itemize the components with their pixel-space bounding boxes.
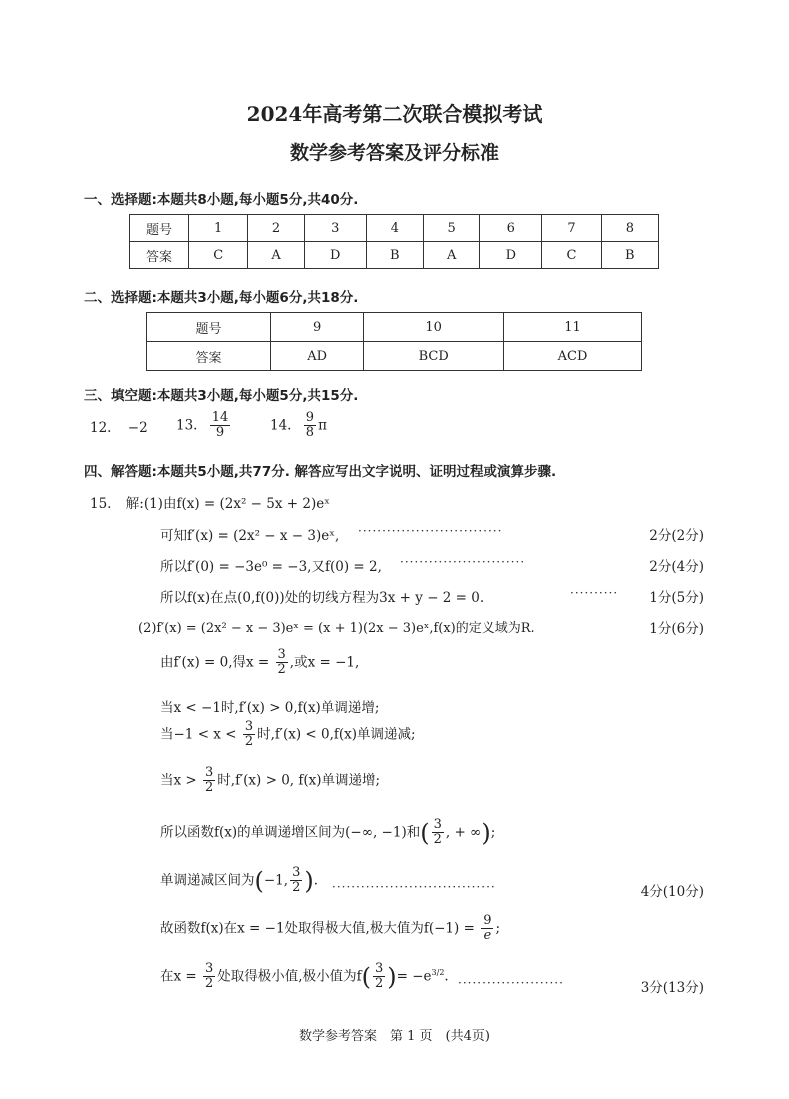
table-cell: 1 [189,215,248,242]
leader-dots: ·········· [570,586,619,600]
score: 1分(6分) [649,621,704,637]
exam-subtitle: 数学参考答案及评分标准 [289,142,499,164]
line-text: 当x > [160,772,197,789]
denominator: 2 [205,976,214,992]
table-cell: 11 [504,313,642,342]
q14-answer-fraction [304,411,316,441]
fill-in-answers [90,420,148,436]
table-cell: 5 [423,215,479,242]
q12-number: 12. [90,420,112,436]
numerator: 9 [483,913,492,928]
table-cell: A [248,242,304,269]
solution-line: (2)f′(x) = (2x² − x − 3)eˣ = (x + 1)(2x − 3)eˣ,f(x)的定义域为R. [138,621,535,636]
exam-title: 2024年高考第二次联合模拟考试 [246,102,543,126]
q15-start [90,492,330,512]
fraction-three-halves [432,818,444,848]
denominator: 9 [215,425,225,441]
table-cell: BCD [364,342,504,371]
section1-header: 一、选择题:本题共8小题,每小题5分,共40分. [84,192,359,208]
row-label-question: 题号 [147,313,271,342]
table-cell: A [423,242,479,269]
denominator: 2 [433,832,442,848]
score: 3分(13分) [640,980,704,996]
q13-answer-fraction [210,411,231,441]
line-text: 单调递减区间为 [160,872,255,889]
score: 4分(10分) [640,884,704,900]
line-text: , + ∞ [445,824,482,841]
line-text: ,或x = −1, [289,654,360,671]
table-cell: D [480,242,542,269]
line-text: 所以函数f(x)的单调递增区间为(−∞, −1)和 [160,824,421,841]
q12-answer: −2 [127,420,148,436]
numerator: 3 [277,647,286,662]
row-label-answer: 答案 [147,342,271,371]
table-cell: 4 [366,215,423,242]
q13 [176,411,232,441]
table-cell: 10 [364,313,504,342]
line-text: 时,f′(x) > 0, f(x)单调递增; [217,772,381,789]
q14-number: 14. [270,417,292,434]
table-cell: C [542,242,601,269]
denominator: e [483,928,492,944]
table-row [130,215,659,242]
table-row [147,342,642,371]
line-text: 时,f′(x) < 0,f(x)单调递减; [257,726,416,743]
table-cell: 8 [601,215,658,242]
numerator: 3 [244,719,254,734]
numerator: 3 [433,817,442,832]
numerator: 3 [205,961,214,976]
section1-answer-table [129,214,659,269]
fraction-three-halves [276,648,288,678]
table-cell: 2 [248,215,304,242]
solution-line: 所以f(x)在点(0,f(0))处的切线方程为3x + y − 2 = 0. [160,590,485,606]
solution-line: 在x = $\frac{3}{2}$ 处取得极小值,极小值为f( $\frac{3}{2}$ )= $-e^{3/2}$. [160,961,449,992]
fraction-three-halves [203,766,215,796]
table-cell: 7 [542,215,601,242]
paren: ) [387,962,397,991]
score: 2分(4分) [649,559,704,575]
paren: ( [361,962,371,991]
solution-line: 所以f′(0) = −3e⁰ = −3,又f(0) = 2, [160,559,382,575]
leader-dots: ······························ [358,524,503,538]
solution-line [160,648,359,678]
section3-header: 三、填空题:本题共3小题,每小题5分,共15分. [84,388,359,404]
solution-line [160,720,416,750]
section4-header: 四、解答题:本题共5小题,共77分. 解答应写出文字说明、证明过程或演算步骤. [84,464,557,480]
solution-line: 可知f′(x) = (2x² − x − 3)eˣ, [160,528,340,544]
table-cell: 3 [304,215,366,242]
table-cell: D [304,242,366,269]
table-cell: AD [271,342,364,371]
table-row [147,313,642,342]
table-cell: C [189,242,248,269]
leader-dots: ·································· [332,880,496,894]
exponent: 3/2 [431,967,445,977]
q15-number: 15. [90,496,112,512]
section2-header: 二、选择题:本题共3小题,每小题6分,共18分. [84,290,359,306]
solution-line: 所以函数f(x)的单调递增区间为(−∞, −1)和( $\frac{3}{2}$ , + ∞); [160,817,496,848]
page-footer: 数学参考答案 第 1 页 (共4页) [299,1029,490,1044]
numerator: 3 [205,765,214,780]
pi-symbol: π [318,417,327,434]
solution-line [160,766,380,796]
numerator: 3 [374,961,384,976]
row-label-question: 题号 [130,215,189,242]
numerator: 3 [292,865,301,880]
line-text: 在x = [160,968,197,985]
line-text: −1, [263,872,289,889]
leader-dots: ·························· [400,555,526,569]
row-label-answer: 答案 [130,242,189,269]
denominator: 8 [305,425,315,441]
solution-line: 当x < −1时,f′(x) > 0,f(x)单调递增; [160,700,380,716]
fraction-three-halves [290,866,302,896]
denominator: 2 [277,662,286,678]
denominator: 2 [374,976,384,992]
line-text: 由f′(x) = 0,得x = [160,654,270,671]
q14 [270,411,327,441]
line-text: 处取得极小值,极小值为f [217,968,362,985]
table-cell: 9 [271,313,364,342]
denominator: 2 [292,880,301,896]
paren: ( [420,818,430,847]
table-cell: B [366,242,423,269]
numerator: 14 [211,410,229,425]
score: 1分(5分) [649,590,704,606]
paren: ) [304,866,314,895]
leader-dots: ······················ [458,976,564,990]
fraction-three-halves [203,962,215,992]
table-cell: B [601,242,658,269]
section2-answer-table [146,312,642,371]
line-text: 故函数f(x)在x = −1处取得极大值,极大值为f(−1) = [160,920,475,937]
line-text: = −e [396,968,432,985]
score: 2分(2分) [649,528,704,544]
solution-line: 故函数f(x)在x = −1处取得极大值,极大值为f(−1) = $\frac{9}{e}$ ; [160,913,501,944]
table-row [130,242,659,269]
solution-line: 单调递减区间为(−1, $\frac{3}{2}$ ). [160,865,319,896]
numerator: 9 [305,410,315,425]
solution-line: 解:(1)由f(x) = (2x² − 5x + 2)eˣ [125,496,330,512]
fraction-three-halves [243,720,255,750]
table-cell: 6 [480,215,542,242]
denominator: 2 [205,780,214,796]
line-text: 当−1 < x < [160,726,237,743]
table-cell: ACD [504,342,642,371]
q13-number: 13. [176,417,198,434]
fraction-three-halves [373,962,385,992]
fraction-nine-over-e [481,914,493,944]
paren: ) [481,818,491,847]
paren: ( [254,866,264,895]
denominator: 2 [244,734,254,750]
